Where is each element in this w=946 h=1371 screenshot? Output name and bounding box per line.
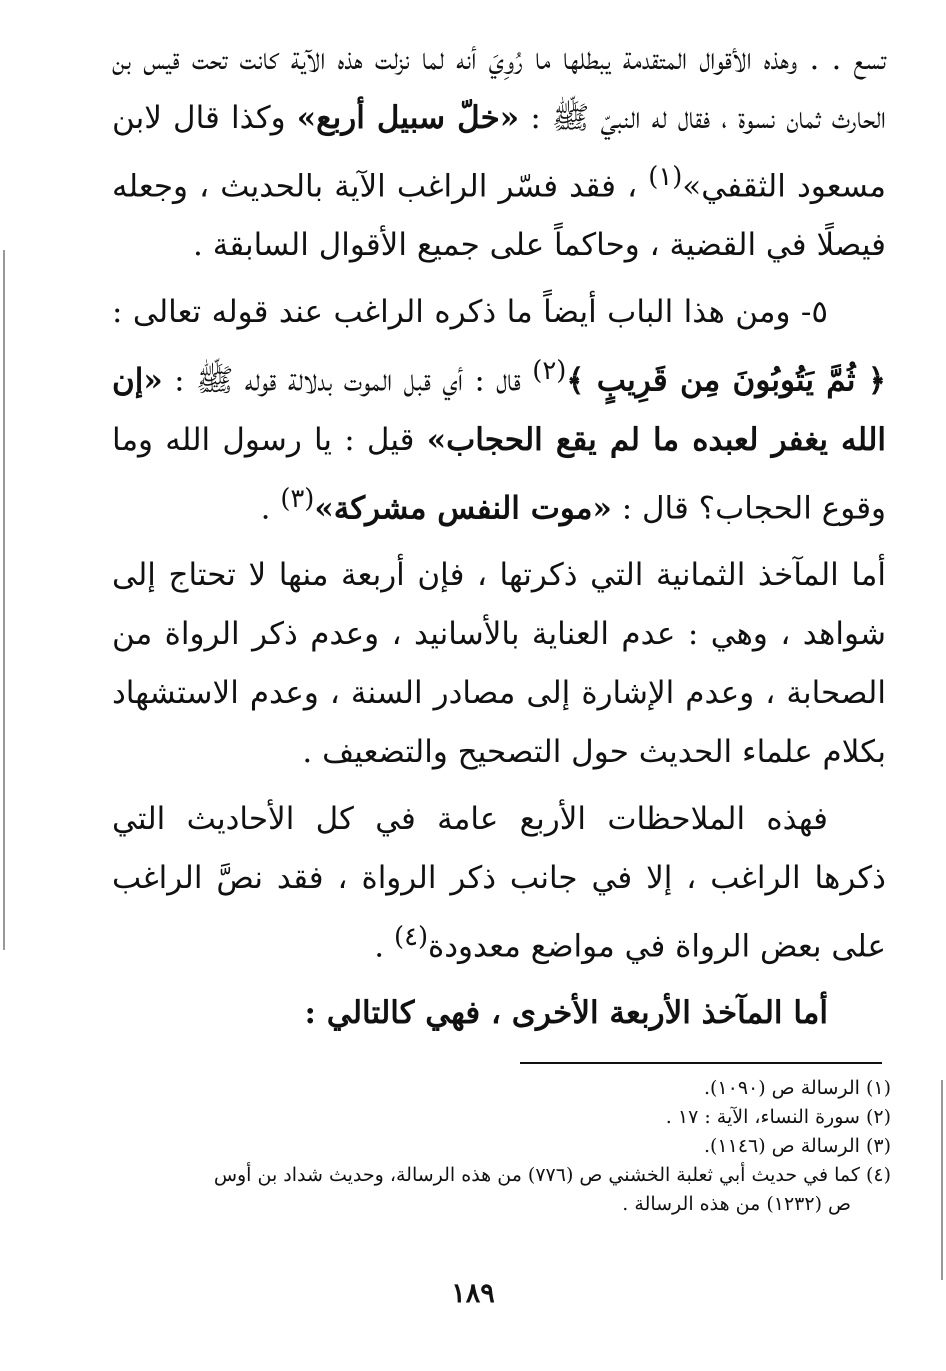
footnote-1 xyxy=(112,1074,891,1103)
main-text xyxy=(112,30,886,1043)
hadith-quote: «إن الله يغفر لعبده ما لم يقع الحجاب» xyxy=(112,362,887,458)
scan-edge-left xyxy=(3,250,5,950)
footnote-ref-1: (١) xyxy=(648,162,683,192)
footnote-ref-2: (٢) xyxy=(532,356,567,387)
footnote-number: (١) xyxy=(865,1077,891,1099)
scan-edge-right xyxy=(941,1080,943,1280)
paragraph-4-end: . xyxy=(374,928,385,965)
page-number: ١٨٩ xyxy=(451,1278,495,1309)
paragraph-2-text-c: قيل : يا رسول الله وما وقوع الحجاب؟ قال : xyxy=(112,421,886,526)
footnote-number: (٤) xyxy=(865,1164,891,1186)
footnote-number: (٣) xyxy=(865,1135,891,1157)
paragraph-2-text-b: قال : أي قبل الموت بدلالة قوله ﷺ : xyxy=(174,362,521,399)
quran-verse: ﴿ ثُمَّ يَتُوبُونَ مِن قَرِيبٍ ﴾ xyxy=(566,362,886,399)
hadith-quote: «خلّ سبيل أربع» xyxy=(296,100,520,136)
paragraph-2 xyxy=(112,283,886,538)
paragraph-1-text: تسع . . وهذه الأقوال المتقدمة يبطلها ما رُوِيَ أنه لما نزلت هذه الآية كانت تحت قيس بن الحارث ثمان نسوة ، فقال له النبيّ ﷺ : xyxy=(112,41,887,136)
paragraph-4 xyxy=(112,790,886,976)
footnote-text: كما في حديث أبي ثعلبة الخشني ص (٧٧٦) من هذه الرسالة، وحديث شداد بن أوس xyxy=(213,1164,860,1186)
paragraph-1-text-c: ، فقد فسّر الراغب الآية بالحديث ، وجعله فيصلًا في القضية ، وحاكماً على جميع الأقوال السابقة . xyxy=(112,168,886,264)
footnote-ref-4: (٤) xyxy=(393,921,429,952)
paragraph-1-text-b: وكذا قال لابن مسعود الثقفي» xyxy=(112,100,887,205)
paragraph-1 xyxy=(112,30,886,275)
paragraph-4-text: فهذه الملاحظات الأربع عامة في كل الأحاديث التي ذكرها الراغب ، إلا في جانب ذكر الرواة ، فقد نصَّ الراغب على بعض الرواة في مواضع معدودة xyxy=(112,800,886,965)
paragraph-2-text: ٥- ومن هذا الباب أيضاً ما ذكره الراغب عند قوله تعالى : xyxy=(112,294,828,331)
footnotes xyxy=(112,1074,891,1219)
paragraph-3-text: أما المآخذ الثمانية التي ذكرتها ، فإن أربعة منها لا تحتاج إلى شواهد ، وهي : عدم العناية بالأسانيد ، وعدم ذكر الرواة من الصحابة ، وعدم الإشارة إلى مصادر السنة ، وعدم الاستشهاد بكلام علماء الحديث حول التصحيح والتضعيف . xyxy=(112,556,886,770)
paragraph-2-end: . xyxy=(260,489,271,526)
footnote-divider xyxy=(520,1062,882,1064)
footnote-3 xyxy=(112,1132,891,1161)
footnote-text: الرسالة ص (١١٤٦). xyxy=(703,1135,860,1157)
footnote-2 xyxy=(112,1103,891,1132)
hadith-answer: «موت النفس مشركة» xyxy=(314,489,612,526)
footnote-text: سورة النساء، الآية : ١٧ . xyxy=(665,1106,860,1128)
footnote-text: الرسالة ص (١٠٩٠). xyxy=(703,1077,860,1099)
footnote-number: (٢) xyxy=(865,1106,891,1128)
paragraph-3 xyxy=(112,546,886,782)
section-heading: أما المآخذ الأربعة الأخرى ، فهي كالتالي : xyxy=(304,995,828,1032)
footnote-4 xyxy=(112,1161,891,1190)
footnote-4-continuation: ص (١٢٣٢) من هذه الرسالة . xyxy=(622,1193,851,1215)
footnote-ref-3: (٣) xyxy=(280,483,315,514)
